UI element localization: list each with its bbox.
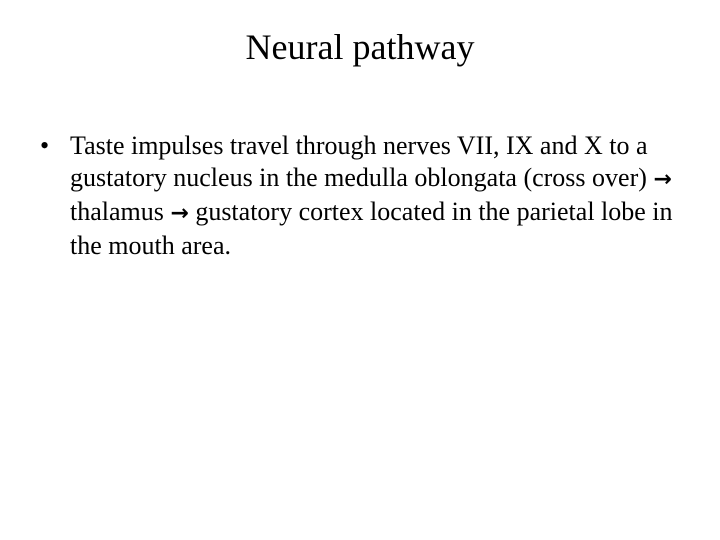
right-arrow-icon: → [170,201,189,226]
right-arrow-icon: → [653,167,672,192]
bullet-text-part-3: gustatory cortex located in the parietal lobe in the mouth area. [70,197,673,260]
bullet-marker: • [40,131,50,160]
bullet-list [36,130,676,262]
bullet-item [36,130,676,262]
bullet-text-part-1: Taste impulses travel through nerves VII, IX and X to a gustatory nucleus in the medulla oblongata (cross over) [70,131,654,192]
slide-title: Neural pathway [245,27,475,67]
bullet-text-part-2: thalamus [70,197,171,226]
